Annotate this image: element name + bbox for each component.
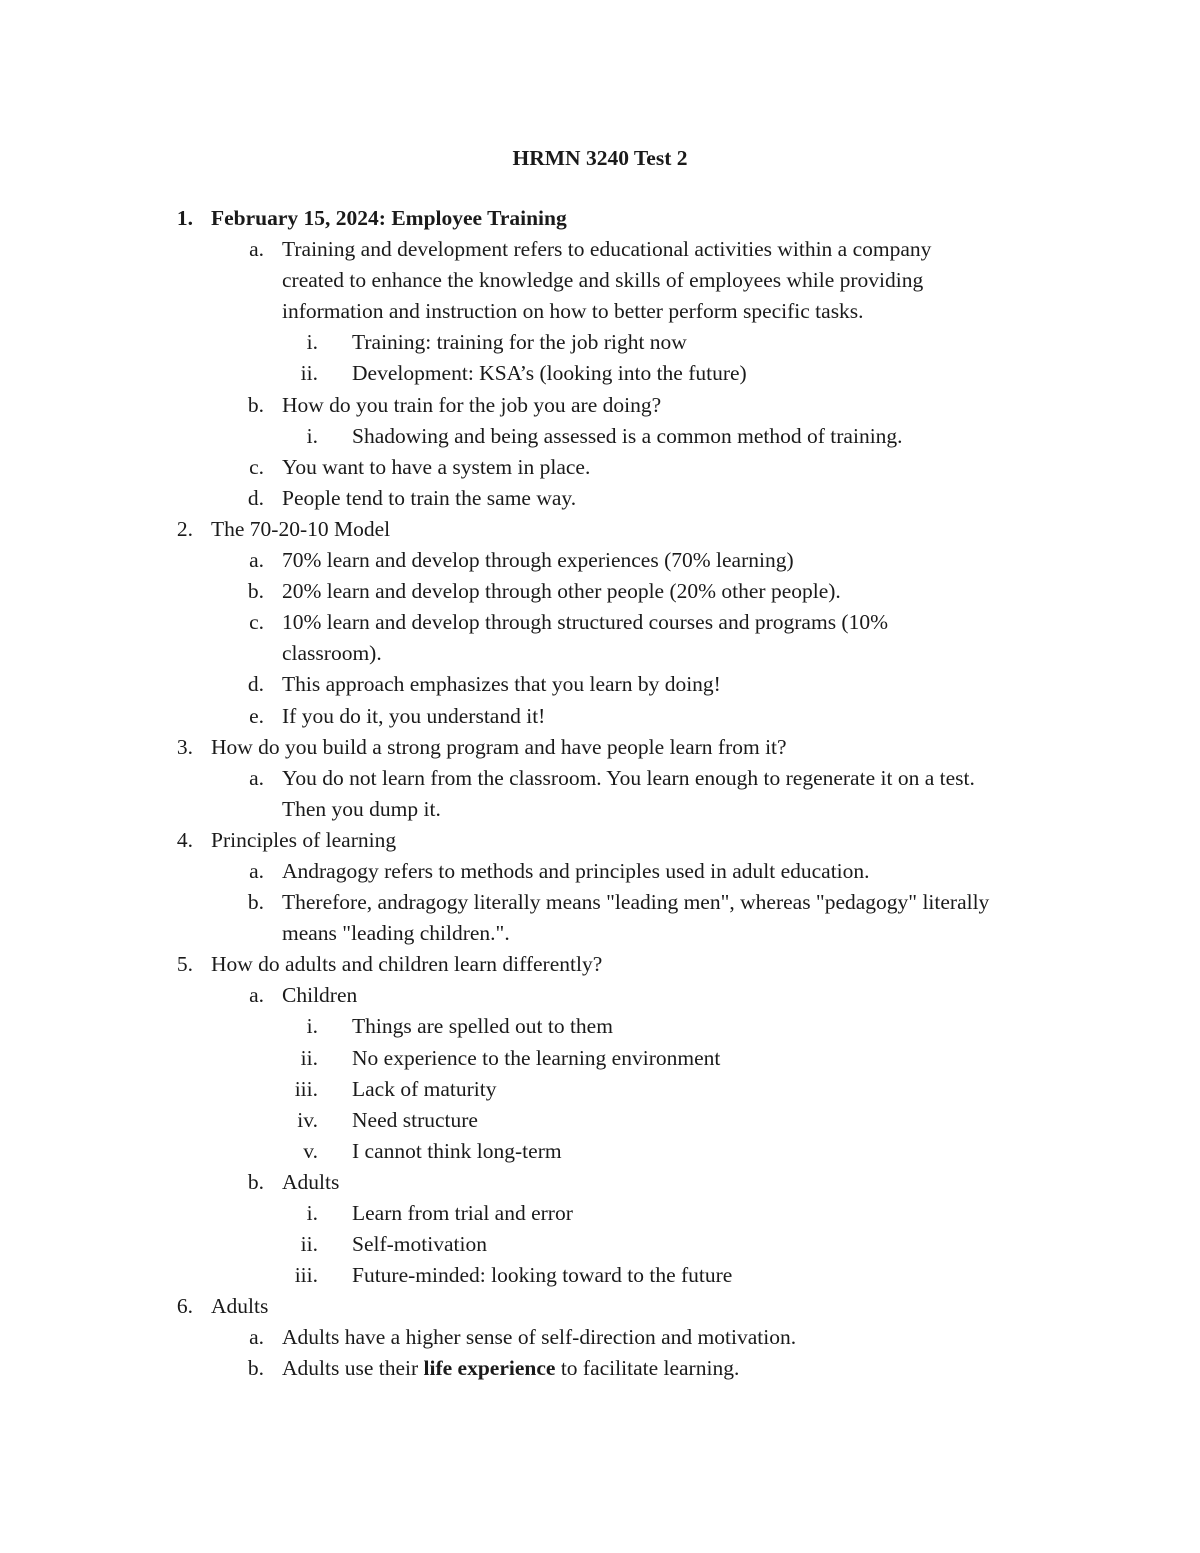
list-item-text: Shadowing and being assessed is a common method of training. <box>352 423 903 448</box>
list-marker: 2. <box>176 516 193 541</box>
list-item-text: I cannot think long-term <box>352 1138 562 1163</box>
list-marker: a. <box>249 237 264 262</box>
list-item-text: How do adults and children learn differently? <box>211 952 603 977</box>
list-marker: ii. <box>300 361 318 386</box>
list-item-text: You do not learn from the classroom. You learn enough to regenerate it on a test. <box>282 765 975 790</box>
list-item-text: Future-minded: looking toward to the future <box>352 1263 733 1288</box>
list-item <box>0 234 1200 265</box>
list-item <box>0 483 1200 514</box>
list-item <box>0 421 1200 452</box>
list-item-text: February 15, 2024: Employee Training <box>211 206 567 230</box>
list-item-text: Learn from trial and error <box>352 1201 573 1225</box>
list-marker: b. <box>247 1169 264 1194</box>
list-marker: 3. <box>176 734 193 759</box>
list-item-text: Things are spelled out to them <box>352 1014 613 1039</box>
list-marker: a. <box>249 983 264 1008</box>
section-5-heading <box>0 949 1200 980</box>
list-item-text: You want to have a system in place. <box>282 454 591 479</box>
list-marker: a. <box>249 1325 264 1350</box>
list-item-text: means "leading children.". <box>282 921 510 946</box>
list-item-text: Adults have a higher sense of self-direction and motivation. <box>282 1325 797 1350</box>
list-item-text: Andragogy refers to methods and principles used in adult education. <box>282 858 870 883</box>
list-item-text: How do you train for the job you are doing? <box>282 392 662 417</box>
list-item <box>0 1074 1200 1105</box>
list-marker: b. <box>247 890 264 915</box>
list-item-text: Then you dump it. <box>282 796 441 821</box>
list-item <box>0 1105 1200 1136</box>
list-item-text: Lack of maturity <box>352 1076 497 1101</box>
list-marker: i. <box>306 1014 318 1039</box>
list-item-text: The 70-20-10 Model <box>211 516 391 541</box>
list-item-text <box>282 1353 739 1384</box>
list-item-continuation <box>0 265 1200 296</box>
list-item-text: People tend to train the same way. <box>282 485 577 510</box>
list-marker: i. <box>306 330 318 355</box>
list-item <box>0 701 1200 732</box>
list-item <box>0 1198 1200 1229</box>
list-marker: i. <box>306 1201 318 1225</box>
list-marker: iii. <box>294 1076 318 1101</box>
list-item <box>0 1136 1200 1167</box>
list-item-continuation <box>0 296 1200 327</box>
list-item-text: If you do it, you understand it! <box>282 703 546 728</box>
list-item-text: Development: KSA’s (looking into the future) <box>352 361 747 386</box>
list-marker: iv. <box>297 1107 318 1132</box>
list-item-continuation <box>0 638 1200 669</box>
list-item <box>0 1167 1200 1198</box>
list-marker: v. <box>303 1138 318 1163</box>
list-item <box>0 1011 1200 1042</box>
list-item <box>0 576 1200 607</box>
list-item <box>0 607 1200 638</box>
list-item <box>0 669 1200 700</box>
list-item <box>0 856 1200 887</box>
list-marker: b. <box>247 1356 264 1381</box>
list-item <box>0 1043 1200 1074</box>
list-item <box>0 980 1200 1011</box>
list-marker: d. <box>247 485 264 510</box>
list-item <box>0 887 1200 918</box>
list-item <box>0 1322 1200 1353</box>
section-6-heading <box>0 1291 1200 1322</box>
list-marker: a. <box>249 548 264 573</box>
list-marker: a. <box>249 858 264 883</box>
list-item <box>0 763 1200 794</box>
section-4-heading <box>0 825 1200 856</box>
list-item-text: No experience to the learning environment <box>352 1045 721 1070</box>
list-item-continuation <box>0 794 1200 825</box>
list-item <box>0 545 1200 576</box>
list-marker: e. <box>249 703 264 728</box>
list-marker: ii. <box>300 1045 318 1070</box>
list-item-text: Training and development refers to educational activities within a company <box>282 237 932 262</box>
section-1-heading <box>0 203 1200 234</box>
list-item-text: 20% learn and develop through other people (20% other people). <box>282 579 841 604</box>
list-item-text: classroom). <box>282 641 382 666</box>
list-item-text: How do you build a strong program and have people learn from it? <box>211 734 787 759</box>
list-item-text: created to enhance the knowledge and skills of employees while providing <box>282 268 924 293</box>
list-item <box>0 390 1200 421</box>
list-item-text: Self-motivation <box>352 1232 487 1257</box>
list-item <box>0 1229 1200 1260</box>
list-item <box>0 327 1200 358</box>
list-marker: i. <box>306 423 318 448</box>
list-marker: c. <box>249 454 264 479</box>
list-item-text: 10% learn and develop through structured courses and programs (10% <box>282 610 888 635</box>
list-marker: c. <box>249 610 264 635</box>
list-marker: b. <box>247 392 264 417</box>
list-item-text: This approach emphasizes that you learn by doing! <box>282 672 721 697</box>
list-item-text: 70% learn and develop through experiences (70% learning) <box>282 548 794 573</box>
list-item-continuation <box>0 918 1200 949</box>
list-marker: iii. <box>294 1263 318 1288</box>
list-item-text: information and instruction on how to better perform specific tasks. <box>282 299 864 324</box>
list-item <box>0 1353 1200 1384</box>
list-item <box>0 358 1200 389</box>
list-marker: 5. <box>176 952 193 977</box>
list-marker: 4. <box>176 827 193 852</box>
document-title: HRMN 3240 Test 2 <box>512 146 688 170</box>
outline-list <box>0 203 1200 1385</box>
list-item <box>0 1260 1200 1291</box>
list-marker: 6. <box>176 1294 193 1319</box>
text-segment: to facilitate learning. <box>555 1356 740 1381</box>
list-item-text: Adults <box>211 1294 269 1319</box>
list-marker: 1. <box>176 206 193 230</box>
list-marker: b. <box>247 579 264 604</box>
list-marker: ii. <box>300 1232 318 1257</box>
list-item-text: Principles of learning <box>211 827 397 852</box>
list-item-text: Children <box>282 983 358 1008</box>
list-marker: a. <box>249 765 264 790</box>
list-item-text: Training: training for the job right now <box>352 330 687 355</box>
bold-emphasis: life experience <box>423 1356 556 1381</box>
list-item-text: Therefore, andragogy literally means "leading men", whereas "pedagogy" literally <box>282 890 990 915</box>
list-item <box>0 452 1200 483</box>
section-3-heading <box>0 732 1200 763</box>
list-item-text: Need structure <box>352 1107 478 1132</box>
text-segment: Adults use their <box>282 1356 424 1381</box>
list-item-text: Adults <box>282 1169 340 1194</box>
section-2-heading <box>0 514 1200 545</box>
list-marker: d. <box>247 672 264 697</box>
